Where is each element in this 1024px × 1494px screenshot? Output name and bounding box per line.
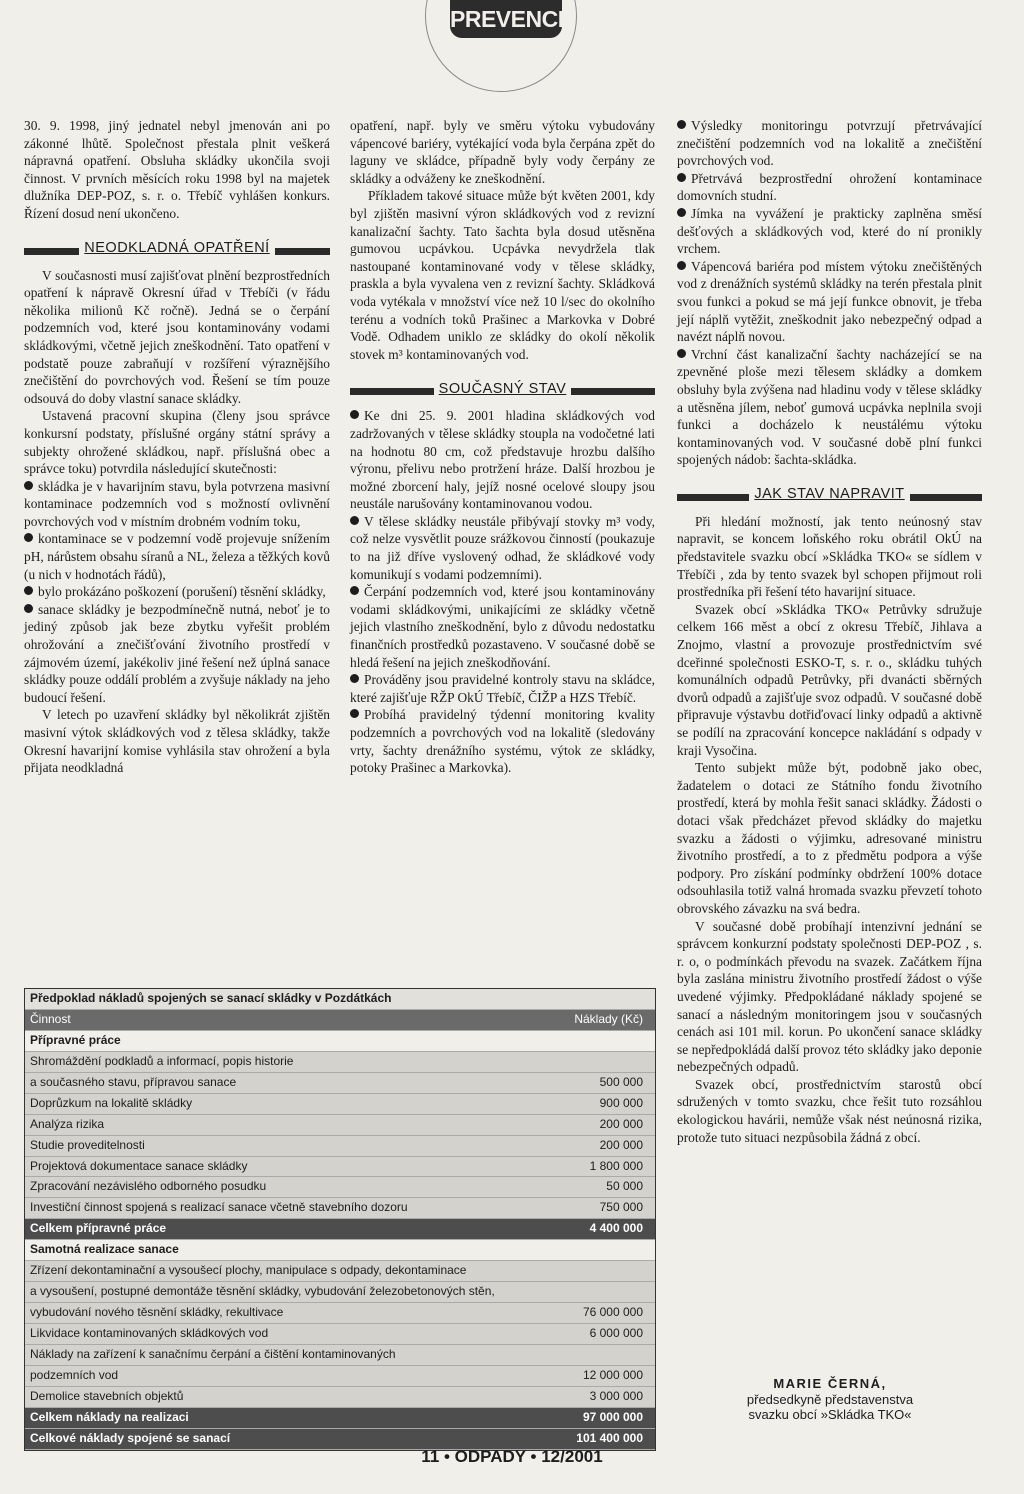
table-header-row	[25, 1010, 655, 1031]
col3-paragraph-4: V současné době probíhají intenzivní jednání se správcem konkurzní podstaty společnosti DEP-POZ , s. r. o, o podmínkách převodu na svazek. Začátkem října byla zaslána ministru životního prostředí žádost o výše uvedené výjimky. Předpokládané náklady spojené se sanací a následným monitoringem jsou v současných cenách asi 101 mil. korun. Po ukončení sanace skládky se nepředpokládá další provoz této skládky jako deponie nebezpečných odpadů.	[677, 918, 982, 1075]
row-cost: 12 000 000	[582, 1367, 643, 1382]
row-cost: 500 000	[599, 1074, 643, 1089]
col3-paragraph-5: Svazek obcí, prostřednictvím starostů obcí sdružených v tomto svazku, chce řešit tuto rozsáhlou ekologickou havárii, nemůže však nést neúnosná rizika, protože tuto situaci nezpůsobila žádná z obcí.	[677, 1076, 982, 1145]
row-cost: 900 000	[599, 1095, 643, 1110]
bullet-icon	[350, 586, 359, 595]
bullet-icon	[677, 120, 686, 129]
col1-paragraph-1: V současnosti musí zajišťovat plnění bezprostředních opatření k nápravě Okresní úřad v Třebíči (v řádu několika milionů Kč ročně). Jedná se o čerpání podzemních vod, které jsou kontaminovány vodami skládkovými, včetně jejich zneškodnění. Tato opatření v podstatě pouze zabraňují v rozšíření výraznějšího znečištění do povrchových vod. Řešení se tím pouze odsouvá do doby vlastní sanace skládky.	[24, 267, 330, 406]
row-activity: podzemních vod	[30, 1367, 119, 1382]
bullet-icon	[677, 261, 686, 270]
bullet-icon	[350, 516, 359, 525]
row-activity: Analýza rizika	[30, 1116, 105, 1131]
section-heading-3	[677, 479, 982, 507]
row-activity: Likvidace kontaminovaných skládkových vod	[30, 1326, 269, 1340]
row-activity: a současného stavu, přípravou sanace	[30, 1074, 237, 1089]
row-cost: 97 000 000	[582, 1409, 643, 1424]
section-heading-1	[24, 233, 330, 261]
bullet-icon	[677, 173, 686, 182]
row-cost: 1 800 000	[589, 1158, 643, 1173]
bullet-icon	[24, 481, 33, 490]
page-footer: 11 • ODPADY • 12/2001	[421, 1447, 603, 1466]
section-badge: PREVENCE	[450, 0, 562, 38]
table-row	[25, 1136, 655, 1157]
row-cost	[533, 1031, 655, 1051]
col3-paragraph-1: Při hledání možností, jak tento neúnosný stav napravit, se koncem loňského roku obrátil OkÚ na představitele svazku obcí »Skládka TKO« se sídlem v Třebíči , zda by tento svazek byl schopen přijmout roli prostředníka při řešení této havarijní situace.	[677, 513, 982, 600]
bullet-icon	[677, 349, 686, 358]
bullet-icon	[350, 709, 359, 718]
cost-table	[24, 988, 656, 1451]
row-activity: Investiční činnost spojená s realizací sanace včetně stavebního dozoru	[30, 1200, 408, 1215]
author-signature	[680, 1376, 980, 1423]
row-cost: 200 000	[599, 1116, 643, 1131]
row-cost	[533, 1261, 655, 1281]
column-1	[24, 117, 330, 777]
row-activity: Celkem náklady na realizaci	[30, 1409, 189, 1424]
col1-bullet-4: sanace skládky je bezpodmínečně nutná, neboť je to jediný způsob jak beze zbytku vyřešit problém ohrožování a znečišťování životního prostředí v zájmovém území, jakékoliv jiné řešení než úplná sanace skládky pouze oddálí problém a zvyšuje náklady na jeho budoucí řešení.	[24, 601, 330, 705]
row-activity: Zřízení dekontaminační a vysoušecí plochy, manipulace s odpady, dekontaminace	[30, 1263, 467, 1278]
col2-bullet-4: Prováděny jsou pravidelné kontroly stavu na skládce, které zajišťuje RŽP OkÚ Třebíč, ČIŽP a HZS Třebíč.	[350, 672, 655, 705]
row-activity: Celkem přípravné práce	[30, 1221, 167, 1236]
table-row	[25, 1094, 655, 1115]
row-cost	[533, 1282, 655, 1302]
table-row	[25, 1031, 655, 1052]
col2-bullet-1: Ke dni 25. 9. 2001 hladina skládkových vod zadržovaných v tělese skládky stoupla na vodočetné lati na hodnotu 80 cm, což představuje hrozbu dalšího výronu, přelivu nebo protržení hráze. Další hrozbou je možné zborcení haly, jejíž nosné ocelové sloupy jsou neustále narušovány kontaminovanou vodou.	[350, 408, 655, 512]
table-row	[25, 1387, 655, 1408]
col1-bullet-1: skládka je v havarijním stavu, byla potvrzena masivní kontaminace podzemních vod s možností ovlivnění povrchových vod v místním drobném vodním toku,	[24, 478, 330, 529]
section-title: JAK STAV NAPRAVIT	[749, 486, 909, 502]
row-cost: 76 000 000	[582, 1305, 643, 1320]
row-cost: 750 000	[599, 1200, 643, 1215]
table-row	[25, 1052, 655, 1073]
row-activity: a vysoušení, postupné demontáže těsnění skládky, vybudování železobetonových stěn,	[30, 1284, 495, 1299]
col1-bullet-3: bylo prokázáno poškození (porušení) těsnění skládky,	[24, 583, 330, 601]
col2-bullet-2: V tělese skládky neustále přibývají stovky m³ vody, což nelze vysvětlit pouze srážkovou činností (poukazuje to na již dříve vyslovený odhad, že skládkové vody komunikují s vodami podzemními).	[350, 513, 655, 582]
row-cost: 50 000	[606, 1179, 643, 1194]
col3-bullet-2: Přetrvává bezprostřední ohrožení kontaminace domovních studní.	[677, 170, 982, 204]
row-activity: Projektová dokumentace sanace skládky	[30, 1158, 248, 1173]
author-role-1: předsedkyně představenstva	[746, 1391, 914, 1407]
col3-bullet-3: Jímka na vyvážení je prakticky zaplněna směsí dešťových a skládkových vod, které do ní pronikly vrchem.	[677, 205, 982, 257]
table-row	[25, 1177, 655, 1198]
row-cost	[533, 1345, 655, 1365]
col2-bullet-5: Probíhá pravidelný týdenní monitoring kvality podzemních a povrchových vod na lokalitě (sledovány vrty, šachty drenážního systému, výtok ze skládky, potoky Prašinec a Markovka).	[350, 707, 655, 776]
table-caption: Předpoklad nákladů spojených se sanací skládky v Pozdátkách	[30, 991, 392, 1005]
table-row	[25, 1219, 655, 1240]
table-row	[25, 1303, 655, 1324]
bullet-icon	[350, 410, 359, 419]
row-activity: Zpracování nezávislého odborného posudku	[30, 1179, 267, 1194]
section-heading-2	[350, 373, 655, 401]
col3-paragraph-3: Tento subjekt může být, podobně jako obec, žadatelem o dotaci ze Státního fondu životního prostředí, která by mohla řešit sanaci skládky. Žádosti o dotaci však předcházet převod skládky do majetku svazku a žádosti o výjimku, adresované ministru životního prostředí, a to z předmětu podpora a výše podpory. Pro získání podmínky obdržení 100% dotace odsouhlasila totiž valná hromada svazku převzetí tohoto obrovského závazku na svá bedra.	[677, 760, 982, 916]
row-cost: 6 000 000	[589, 1326, 643, 1340]
table-row	[25, 1345, 655, 1366]
section-title: SOUČASNÝ STAV	[434, 381, 572, 397]
col3-bullet-1: Výsledky monitoringu potvrzují přetrvávající znečištění podzemních vod na lokalitě a znečištění povrchových vod.	[677, 118, 982, 169]
col2-paragraph-1: opatření, např. byly ve směru výtoku vybudovány vápencové bariéry, vytékající voda byla čerpána zpět do laguny ve skládce, případně byly vody čerpány ze skládky a odváženy ke zneškodnění.	[350, 118, 655, 186]
bullet-icon	[24, 533, 33, 542]
table-row	[25, 1261, 655, 1282]
row-activity: Shromáždění podkladů a informací, popis historie	[30, 1053, 294, 1068]
table-row	[25, 1282, 655, 1303]
row-activity: Náklady na zařízení k sanačnímu čerpání a čištění kontaminovaných	[30, 1346, 396, 1361]
header-activity: Činnost	[30, 1011, 71, 1026]
table-row	[25, 1324, 655, 1345]
column-2	[350, 117, 655, 777]
row-activity: Celkové náklady spojené se sanací	[30, 1430, 231, 1445]
row-cost	[533, 1240, 655, 1260]
author-name: MARIE ČERNÁ,	[773, 1376, 887, 1391]
row-activity: Demolice stavebních objektů	[30, 1388, 184, 1403]
bullet-icon	[677, 208, 686, 217]
col1-paragraph-2: Ustavená pracovní skupina (členy jsou správce konkursní podstaty, příslušné orgány státní správy a subjekty ohrožené skládkou, např. příslušná obec a správce toku) potvrdila následující skutečnosti:	[24, 408, 330, 477]
col3-bullet-4: Vápencová bariéra pod místem výtoku znečištěných vod z drenážních systémů skládky na terén přestala plnit svou funkci a pokud se má její funkce obnovit, je třeba její náplň vytěžit, zneškodnit jako nebezpečný odpad a navézt náplň novou.	[677, 258, 982, 345]
row-activity: Doprůzkum na lokalitě skládky	[30, 1095, 193, 1110]
row-cost: 101 400 000	[576, 1430, 643, 1445]
row-cost: 200 000	[599, 1137, 643, 1152]
table-row	[25, 1366, 655, 1387]
table-row	[25, 1073, 655, 1094]
table-row	[25, 1408, 655, 1429]
row-activity: Přípravné práce	[30, 1032, 121, 1047]
bullet-icon	[24, 604, 33, 613]
row-activity: vybudování nového těsnění skládky, rekultivace	[30, 1305, 284, 1320]
row-cost: 4 400 000	[589, 1221, 643, 1236]
col3-paragraph-2: Svazek obcí »Skládka TKO« Petrůvky sdružuje celkem 166 měst a obcí z okresu Třebíč, Jihlava a Znojmo, vlastní a provozuje prostřednictvím své dceřinné společnosti ESKO-T, s. r. o., skládku tuhých komunálních odpadů Petrůvky, při dvanácti sběrných dvorů odpadů a zajišťuje svoz odpadů. V současné době připravuje výstavbu dotřiďovací linky odpadů a aktivně se podílí na zpracování koncepce nakládání s odpady v kraji Vysočina.	[677, 601, 982, 758]
col1-paragraph-3: V letech po uzavření skládky byl několikrát zjištěn masivní výtok skládkových vod z tělesa skládky, takže Okresní havarijní komise vyhlásila stav ohrožení a byla přijata neodkladná	[24, 707, 330, 776]
col2-paragraph-2: Příkladem takové situace může být květen 2001, kdy byl zjištěn masivní výron skládkových vod z revizní kanalizační šachty. Tato šachta byla dosud utěsněna gumovou ucpávkou. Ucpávka nevydržela tlak nastoupané kontaminované vody v tělese skládky, praskla a byla vyvalena ven z revizní šachty. Skládková voda vytékala v množství více než 10 l/sec do okolního terénu a vodních toků Prašinec a Markovka v Dobré Vodě. Odhadem uniklo ze skládky do okolí několik stovek m³ kontaminovaných vod.	[350, 188, 655, 362]
bullet-icon	[24, 586, 33, 595]
table-row	[25, 1198, 655, 1219]
author-role-2: svazku obcí »Skládka TKO«	[748, 1407, 912, 1422]
row-activity: Studie proveditelnosti	[30, 1137, 145, 1152]
row-cost	[533, 1052, 655, 1072]
row-cost: 3 000 000	[589, 1388, 643, 1403]
table-row	[25, 1240, 655, 1261]
section-title: NEODKLADNÁ OPATŘENÍ	[79, 240, 274, 256]
table-row	[25, 1157, 655, 1178]
header-cost: Náklady (Kč)	[574, 1011, 643, 1026]
col3-bullet-5: Vrchní část kanalizační šachty nacházející se na zpevněné ploše mezi tělesem skládky a domkem obsluhy byla zvýšena nad hladinu vody v tělese skládky a utěsněna jílem, neboť gumová ucpávka neplnila svoji funkci a docházelo k neustálému výtoku kontaminovaných vod. V současné době plní funkci spojených nádob: šachta-skládka.	[677, 346, 982, 468]
table-caption-row	[25, 989, 655, 1010]
bullet-icon	[350, 674, 359, 683]
col1-bullet-2: kontaminace se v podzemní vodě projevuje snížením pH, nárůstem obsahu síranů a NL, železa a těžkých kovů (u nich v hodnotách řádů),	[24, 531, 330, 582]
col2-bullet-3: Čerpání podzemních vod, které jsou kontaminovány vodami skládkovými, unikajícími ze skládky včetně jejich vlastního zneškodnění, bylo z důvodu nedostatku finančních prostředků pozastaveno. V současné době se hledá řešení na jejich zneškodňování.	[350, 584, 655, 670]
col1-intro: 30. 9. 1998, jiný jednatel nebyl jmenován ani po zákonné lhůtě. Společnost přestala plnit veškerá nápravná opatření. Obsluha skládky ukončila svoji činnost. V prvních měsících roku 1998 byl na majetek dlužníka DEP-POZ, s. r. o. Třebíč vyhlášen konkurs. Řízení dosud není ukončeno.	[24, 118, 330, 221]
table-row	[25, 1115, 655, 1136]
column-3	[677, 117, 982, 1146]
row-activity: Samotná realizace sanace	[30, 1242, 179, 1257]
